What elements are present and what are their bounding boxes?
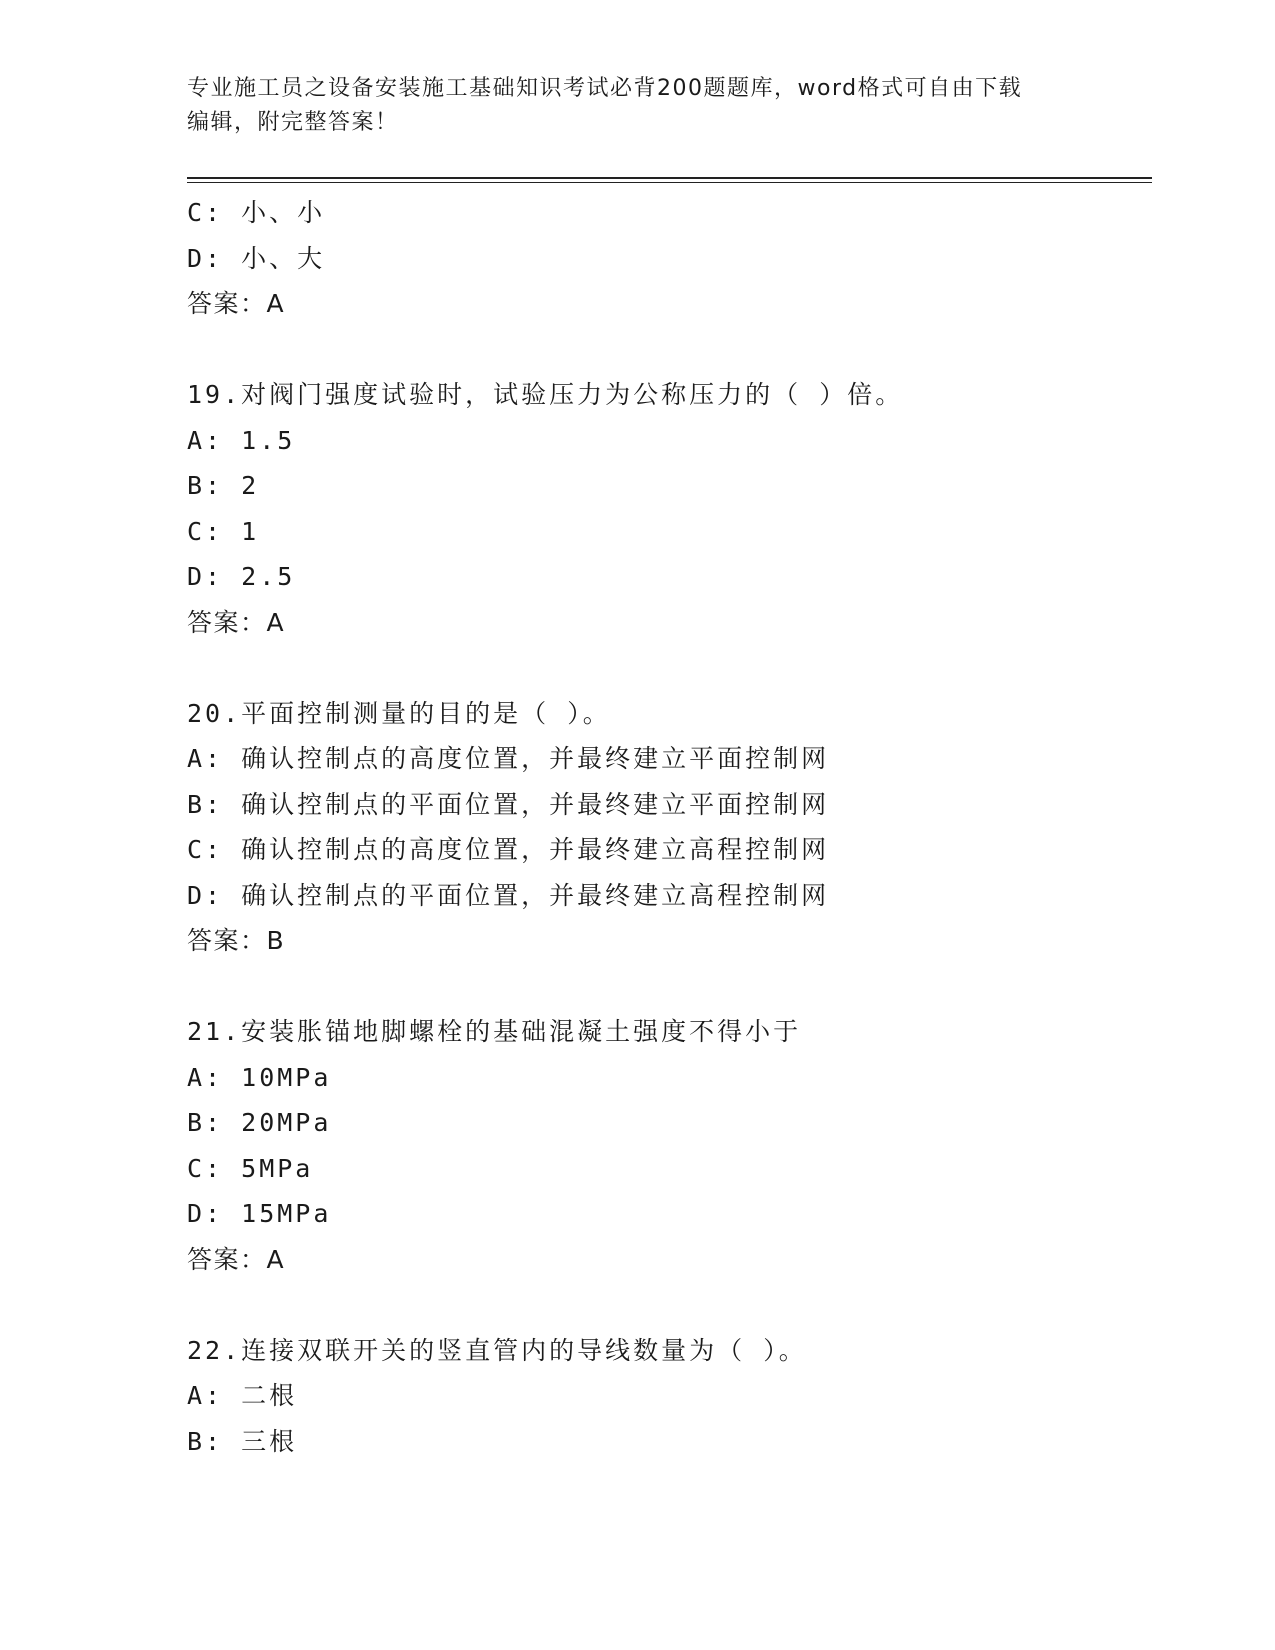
answer-line: 答案：A [187,607,286,637]
header-title-line-1: 专业施工员之设备安装施工基础知识考试必背200题题库，word格式可自由下载 [187,76,1023,101]
option-c: C: 确认控制点的高度位置，并最终建立高程控制网 [187,835,830,864]
option-b: B: 2 [187,471,260,500]
option-d: D: 小、大 [187,243,326,273]
answer-line: 答案：A [187,289,286,318]
option-c: C: 1 [187,516,260,546]
option-b: B: 确认控制点的平面位置，并最终建立平面控制网 [187,789,830,819]
question-block-22 [187,1328,1147,1465]
option-d: D: 15MPa [187,1199,332,1228]
header-title-line-2: 编辑，附完整答案！ [187,110,399,135]
option-b: B: 20MPa [187,1108,332,1137]
option-a: A: 10MPa [187,1062,332,1092]
spacer [187,1282,1147,1328]
spacer [187,645,1147,691]
question-block-18 [187,190,1147,327]
header-divider-thick [187,177,1152,179]
header-divider-thin [187,182,1152,183]
option-d: D: 2.5 [187,562,296,591]
question-text: 20.平面控制测量的目的是（ ）。 [187,698,611,728]
option-a: A: 确认控制点的高度位置，并最终建立平面控制网 [187,744,830,773]
question-block-20 [187,691,1147,964]
option-c: C: 5MPa [187,1153,314,1183]
option-b: B: 三根 [187,1426,298,1456]
question-text: 22.连接双联开关的竖直管内的导线数量为（ ）。 [187,1335,807,1365]
document-header [187,72,1067,140]
spacer [187,327,1147,373]
option-a: A: 二根 [187,1381,298,1410]
option-c: C: 小、小 [187,198,326,227]
spacer [187,964,1147,1010]
question-text: 19.对阀门强度试验时，试验压力为公称压力的（ ）倍。 [187,380,904,409]
option-d: D: 确认控制点的平面位置，并最终建立高程控制网 [187,880,830,910]
question-list [187,190,1147,1464]
question-block-19 [187,372,1147,645]
question-block-21 [187,1009,1147,1282]
question-text: 21.安装胀锚地脚螺栓的基础混凝土强度不得小于 [187,1017,802,1046]
answer-line: 答案：A [187,1244,286,1274]
answer-line: 答案：B [187,926,286,955]
option-a: A: 1.5 [187,425,296,455]
